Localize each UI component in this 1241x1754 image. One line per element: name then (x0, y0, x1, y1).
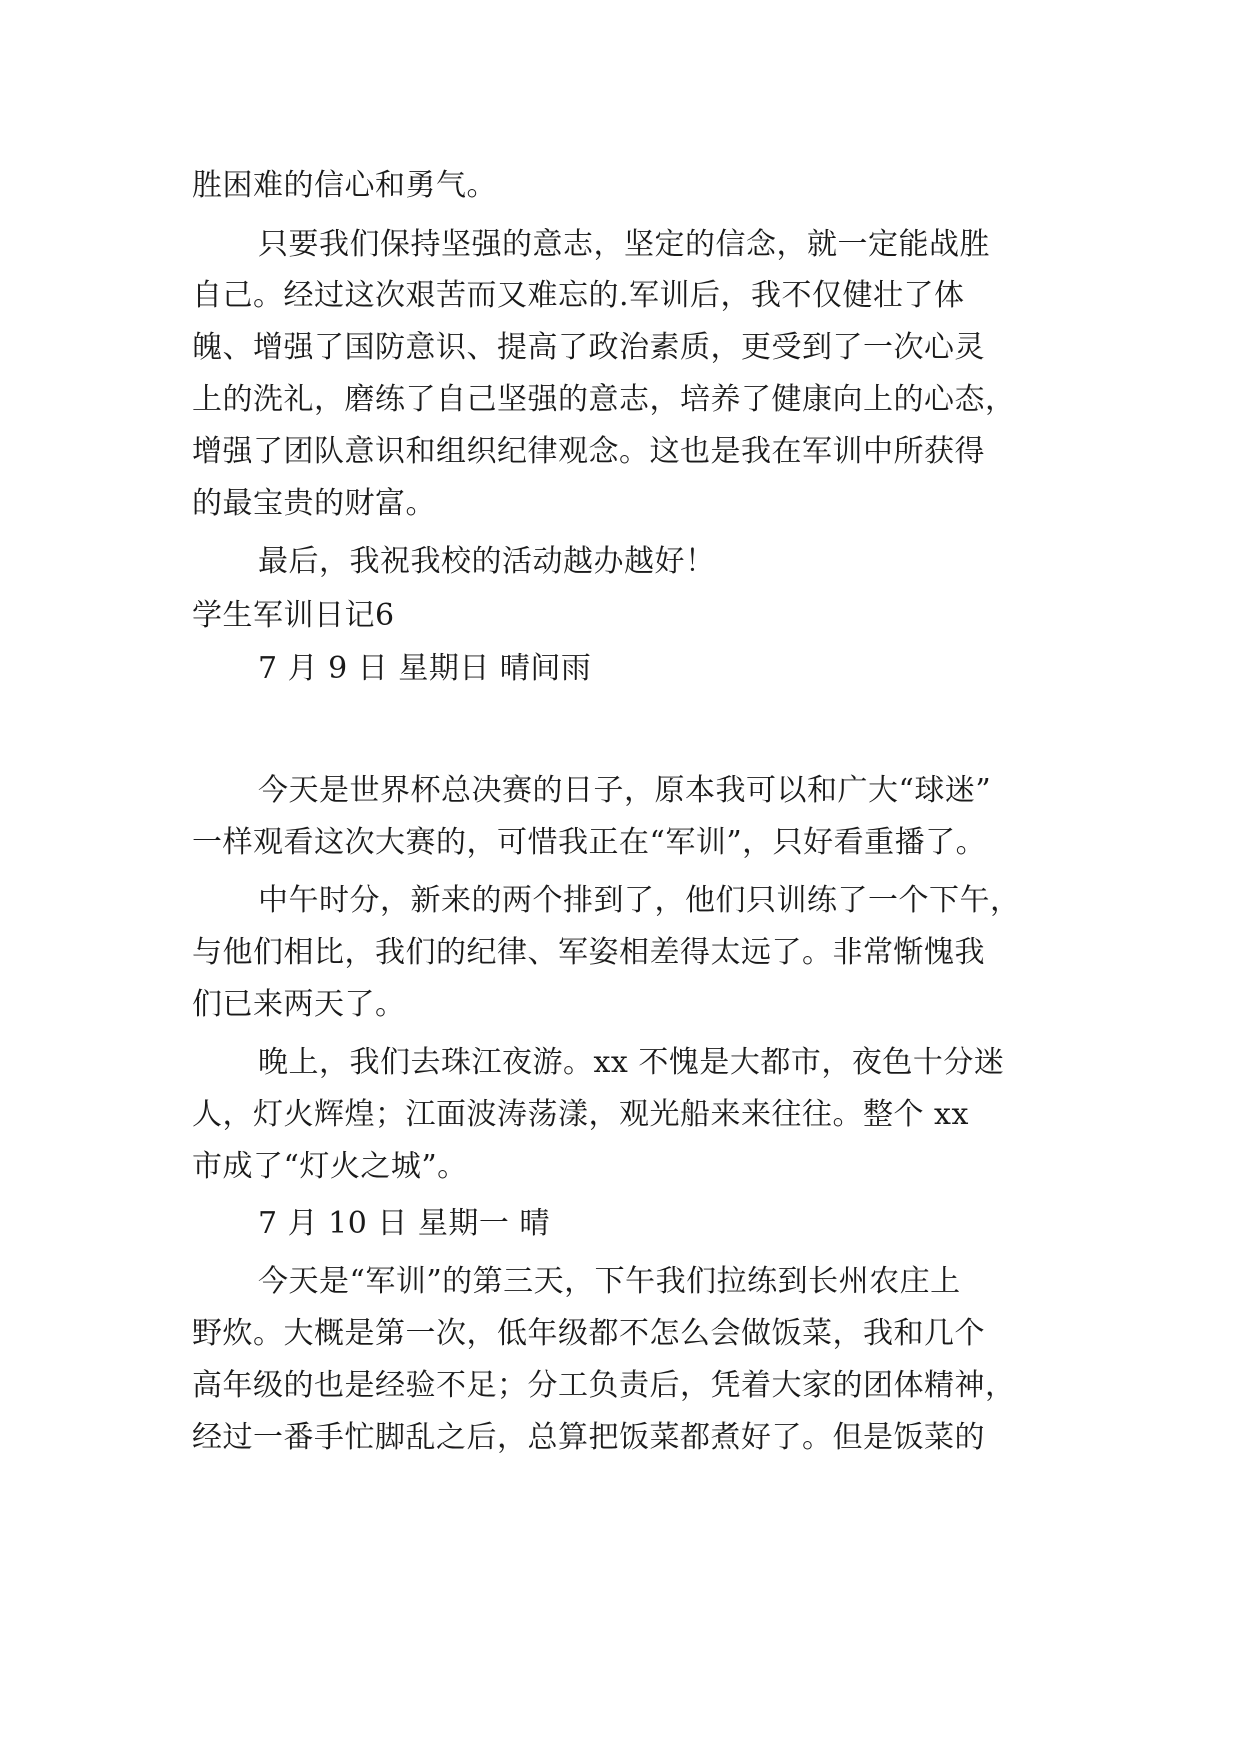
text-line: 一样观看这次大赛的，可惜我正在“军训”，只好看重播了。 (192, 825, 987, 860)
text-line: 魄、增强了国防意识、提高了政治素质，更受到了一次心灵 (192, 330, 985, 365)
text-line: 的最宝贵的财富。 (192, 486, 436, 521)
text-line: 与他们相比，我们的纪律、军姿相差得太远了。非常惭愧我 (192, 935, 985, 970)
diary-date-line: 7 月 10 日 星期一 晴 (258, 1206, 550, 1241)
text-line: 自己。经过这次艰苦而又难忘的.军训后，我不仅健壮了体 (192, 278, 965, 313)
paragraph-start: 今天是世界杯总决赛的日子，原本我可以和广大“球迷” (258, 773, 992, 808)
diary-date-line: 7 月 9 日 星期日 晴间雨 (258, 651, 592, 686)
text-line: 经过一番手忙脚乱之后，总算把饭菜都煮好了。但是饭菜的 (192, 1420, 985, 1455)
text-line: 野炊。大概是第一次，低年级都不怎么会做饭菜，我和几个 (192, 1316, 985, 1351)
paragraph-start: 中午时分，新来的两个排到了，他们只训练了一个下午， (258, 883, 1021, 918)
text-line: 们已来两天了。 (192, 987, 406, 1022)
paragraph-start: 今天是“军训”的第三天，下午我们拉练到长州农庄上 (258, 1264, 961, 1299)
section-heading: 学生军训日记6 (192, 598, 395, 633)
text-line: 人，灯火辉煌；江面波涛荡漾，观光船来来往往。整个 xx (192, 1097, 969, 1132)
paragraph-start: 只要我们保持坚强的意志，坚定的信念，就一定能战胜 (258, 227, 990, 262)
text-line: 上的洗礼，磨练了自己坚强的意志，培养了健康向上的心态， (192, 382, 1016, 417)
paragraph-start: 晚上，我们去珠江夜游。xx 不愧是大都市，夜色十分迷 (258, 1045, 1005, 1080)
text-line: 市成了“灯火之城”。 (192, 1149, 468, 1184)
text-line: 增强了团队意识和组织纪律观念。这也是我在军训中所获得 (192, 434, 985, 469)
text-line: 胜困难的信心和勇气。 (192, 168, 497, 203)
text-line: 高年级的也是经验不足；分工负责后，凭着大家的团体精神， (192, 1368, 1016, 1403)
paragraph-start: 最后，我祝我校的活动越办越好！ (258, 544, 716, 579)
